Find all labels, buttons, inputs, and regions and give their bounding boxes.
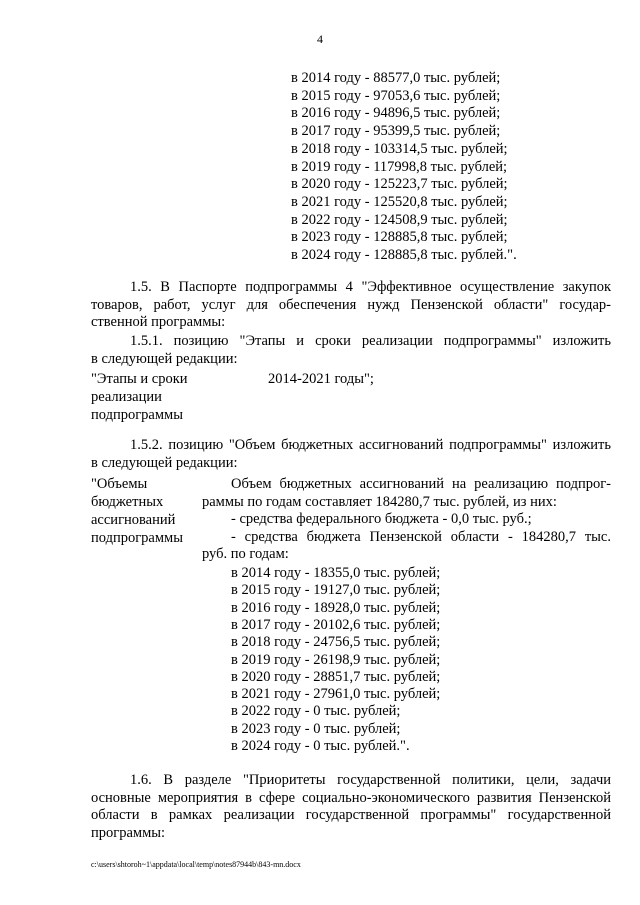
paragraph-line: 1.6. В разделе "Приоритеты государственной политики, цели, задачи <box>130 772 611 788</box>
paragraph-line: области в рамках реализации государственной программы" государственной <box>91 807 611 823</box>
paragraph-line: в следующей редакции: <box>91 454 238 471</box>
list-item: в 2014 году - 88577,0 тыс. рублей; <box>291 70 501 86</box>
list-item: в 2024 году - 128885,8 тыс. рублей.". <box>291 247 517 263</box>
list-item: в 2022 году - 124508,9 тыс. рублей; <box>291 211 508 228</box>
list-item: в 2024 году - 0 тыс. рублей.". <box>231 738 410 754</box>
list-item: в 2016 году - 18928,0 тыс. рублей; <box>231 599 441 616</box>
list-item: в 2020 году - 125223,7 тыс. рублей; <box>291 176 508 193</box>
list-item: в 2015 году - 19127,0 тыс. рублей; <box>231 582 441 599</box>
list-item: в 2020 году - 28851,7 тыс. рублей; <box>231 668 441 685</box>
volume-label-line: бюджетных <box>91 494 164 510</box>
list-item: в 2023 году - 0 тыс. рублей; <box>231 720 401 737</box>
volume-text-line: - средства бюджета Пензенской области - 184280,7 тыс. <box>231 528 611 545</box>
paragraph-line: в следующей редакции: <box>91 350 238 367</box>
list-item: в 2014 году - 18355,0 тыс. рублей; <box>231 565 441 581</box>
paragraph-1-5-2 <box>91 437 611 472</box>
list-item: в 2017 году - 95399,5 тыс. рублей; <box>291 123 501 140</box>
footer-file-path: c:\users\shtoroh~1\appdata\local\temp\notes87944b\843-mn.docx <box>91 860 301 869</box>
paragraph-line: товаров, работ, услуг для обеспечения нужд Пензенской области" государ- <box>91 296 611 313</box>
paragraph-1-5-1 <box>91 333 611 368</box>
volume-text-line: - средства федерального бюджета - 0,0 тыс. руб.; <box>231 511 532 527</box>
list-item: в 2019 году - 117998,8 тыс. рублей; <box>291 158 508 175</box>
stages-value: 2014-2021 годы"; <box>268 371 374 387</box>
paragraph-line: программы: <box>91 824 166 841</box>
volume-label-line: "Объемы <box>91 476 148 492</box>
paragraph-1-5 <box>91 279 611 332</box>
stages-label-line: "Этапы и сроки <box>91 371 188 387</box>
paragraph-line: 1.5. В Паспорте подпрограммы 4 "Эффективное осуществление закупок <box>130 279 611 295</box>
paragraph-line: основные мероприятия в сфере социально-экономического развития Пензенской <box>91 789 611 806</box>
list-item: в 2018 году - 24756,5 тыс. рублей; <box>231 634 441 651</box>
paragraph-line: 1.5.1. позицию "Этапы и сроки реализации подпрограммы" изложить <box>130 333 611 349</box>
volume-text-line: раммы по годам составляет 184280,7 тыс. рублей, из них: <box>202 493 557 510</box>
paragraph-line: 1.5.2. позицию "Объем бюджетных ассигнований подпрограммы" изложить <box>130 437 611 453</box>
list-item: в 2022 году - 0 тыс. рублей; <box>231 703 401 720</box>
list-item: в 2021 году - 27961,0 тыс. рублей; <box>231 686 441 703</box>
list-item: в 2018 году - 103314,5 тыс. рублей; <box>291 140 508 157</box>
list-item: в 2017 году - 20102,6 тыс. рублей; <box>231 616 441 633</box>
list-item: в 2019 году - 26198,9 тыс. рублей; <box>231 651 441 668</box>
paragraph-1-6 <box>91 772 611 842</box>
list-item: в 2015 году - 97053,6 тыс. рублей; <box>291 87 501 104</box>
volume-label-line: подпрограммы <box>91 530 183 546</box>
page-number: 4 <box>317 32 323 46</box>
volume-label-line: ассигнований <box>91 512 176 528</box>
list-item: в 2023 году - 128885,8 тыс. рублей; <box>291 229 508 246</box>
list-item: в 2016 году - 94896,5 тыс. рублей; <box>291 105 501 122</box>
list-item: в 2021 году - 125520,8 тыс. рублей; <box>291 193 508 210</box>
paragraph-line: ственной программы: <box>91 314 226 330</box>
stages-label-line: реализации <box>91 389 162 405</box>
volume-text-line: руб. по годам: <box>202 546 289 562</box>
stages-label-line: подпрограммы <box>91 407 183 423</box>
volume-text-line: Объем бюджетных ассигнований на реализацию подпрог- <box>231 476 611 492</box>
volume-text <box>202 476 611 564</box>
